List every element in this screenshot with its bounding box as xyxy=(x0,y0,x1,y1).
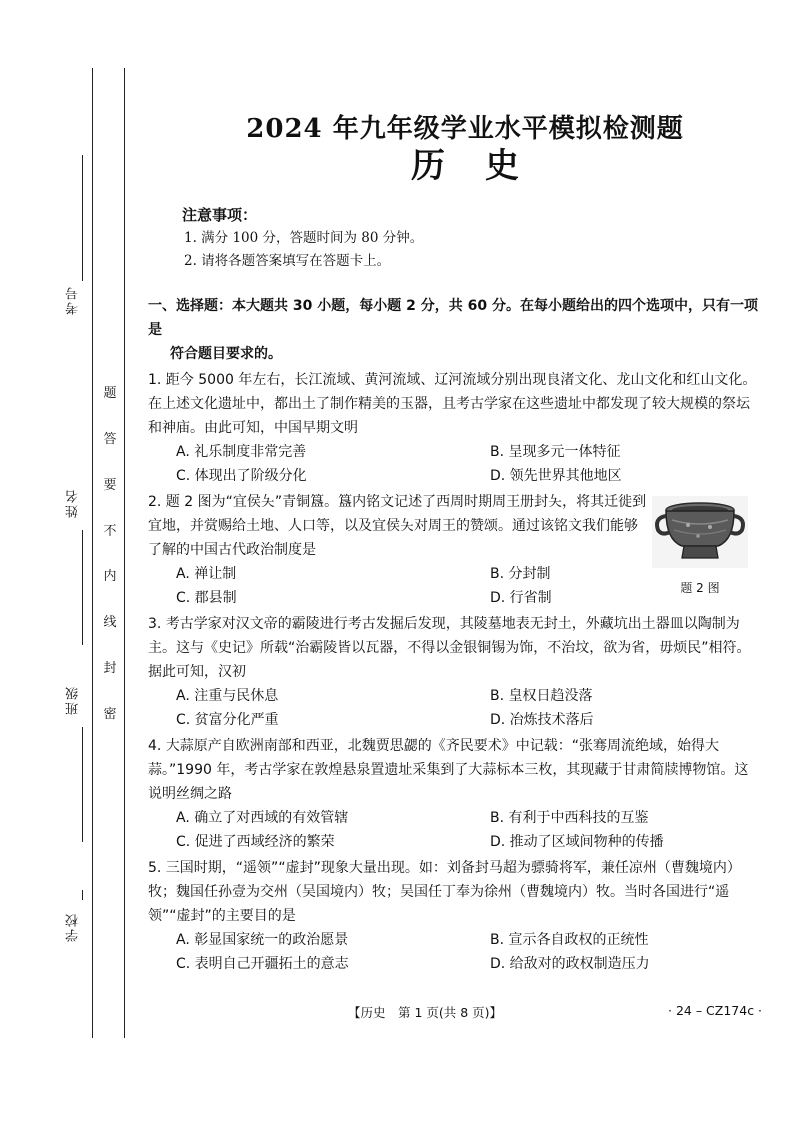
seal-char: 不 xyxy=(103,523,117,539)
option-c[interactable]: C. 促进了西域经济的繁荣 xyxy=(176,834,335,850)
section-instruction-cont: 符合题目要求的。 xyxy=(170,346,282,362)
option-d[interactable]: D. 给敌对的政权制造压力 xyxy=(490,956,650,972)
class-blank xyxy=(82,727,83,842)
subject-title: 历史 xyxy=(411,146,559,186)
school-label: 学校 xyxy=(66,912,81,942)
question-2 xyxy=(148,490,758,610)
seal-char: 密 xyxy=(103,706,117,722)
exam-number-blank xyxy=(82,155,83,281)
notice-item: 2. 请将各题答案填写在答题卡上。 xyxy=(184,253,391,269)
seal-char: 线 xyxy=(103,615,117,631)
question-stem: 2. 题 2 图为“宜侯夨”青铜簋。簋内铭文记述了西周时期周王册封夨，将其迁徙到宜地，并赏赐给土地、人口等，以及宜侯夨对周王的赞颂。通过该铭文我们能够了解的中国古代政治制度是 xyxy=(148,494,647,558)
option-a[interactable]: A. 注重与民休息 xyxy=(176,688,279,704)
question-4 xyxy=(148,734,758,854)
option-c[interactable]: C. 体现出了阶级分化 xyxy=(176,468,307,484)
name-blank xyxy=(82,530,83,645)
option-b[interactable]: B. 皇权日趋没落 xyxy=(490,688,593,704)
question-area xyxy=(148,294,758,976)
option-d[interactable]: D. 行省制 xyxy=(490,590,552,606)
question-1 xyxy=(148,368,758,488)
exam-title: 2024 年九年级学业水平模拟检测题 xyxy=(246,114,684,144)
question-stem: 3. 考古学家对汉文帝的霸陵进行考古发掘后发现，其陵墓地表无封土，外藏坑出土器皿以陶制为主。这与《史记》所载“治霸陵皆以瓦器，不得以金银铜锡为饰，不治坟，欲为省，毋烦民”相符。据此可知，汉初 xyxy=(148,616,751,680)
section-heading xyxy=(148,294,758,366)
question-5 xyxy=(148,856,758,976)
figure-caption: 题 2 图 xyxy=(680,581,720,595)
section-instruction: 一、选择题：本大题共 30 小题，每小题 2 分，共 60 分。在每小题给出的四个选项中，只有一项是 xyxy=(148,298,758,338)
seal-notice xyxy=(98,382,122,722)
seal-char: 封 xyxy=(103,661,117,677)
notice-item: 1. 满分 100 分，答题时间为 80 分钟。 xyxy=(184,230,424,246)
class-field xyxy=(58,685,94,745)
option-d[interactable]: D. 冶炼技术落后 xyxy=(490,712,594,728)
exam-number-label: 考号 xyxy=(66,285,81,315)
paper-code: · 24 – CZ174c · xyxy=(668,1003,763,1018)
option-d[interactable]: D. 领先世界其他地区 xyxy=(490,468,622,484)
option-b[interactable]: B. 宣示各自政权的正统性 xyxy=(490,932,649,948)
question-3 xyxy=(148,612,758,732)
bronze-vessel-image xyxy=(652,496,748,568)
class-label: 班级 xyxy=(66,685,81,715)
option-b[interactable]: B. 分封制 xyxy=(490,566,551,582)
seal-char: 要 xyxy=(103,477,117,493)
options xyxy=(148,928,758,976)
option-a[interactable]: A. 禅让制 xyxy=(176,566,237,582)
option-b[interactable]: B. 有利于中西科技的互鉴 xyxy=(490,810,649,826)
options xyxy=(148,684,758,732)
page-number: 【历史 第 1 页(共 8 页)】 xyxy=(348,1005,503,1020)
question-stem: 5. 三国时期，“遥领”“虚封”现象大量出现。如：刘备封马超为骠骑将军，兼任凉州（曹魏境内）牧；魏国任孙壹为交州（吴国境内）牧；吴国任丁奉为徐州（曹魏境内）牧。当时各国进行“遥领”“虚封”的主要目的是 xyxy=(148,860,741,924)
school-blank xyxy=(82,890,83,900)
seal-char: 内 xyxy=(103,569,117,585)
option-b[interactable]: B. 呈现多元一体特征 xyxy=(490,444,621,460)
seal-char: 答 xyxy=(103,431,117,447)
option-c[interactable]: C. 郡县制 xyxy=(176,590,237,606)
notice-block xyxy=(184,204,423,273)
name-field xyxy=(58,488,94,548)
binding-line-outer xyxy=(92,68,93,1038)
name-label: 姓名 xyxy=(66,488,81,518)
option-c[interactable]: C. 表明自己开疆拓土的意志 xyxy=(176,956,349,972)
option-a[interactable]: A. 礼乐制度非常完善 xyxy=(176,444,307,460)
question-stem: 4. 大蒜原产自欧洲南部和西亚，北魏贾思勰的《齐民要术》中记载：“张骞周流绝域，始得大蒜。”1990 年，考古学家在敦煌悬泉置遗址采集到了大蒜标本三枚，其现藏于甘肃简牍博物馆。这说明丝绸之路 xyxy=(148,738,749,802)
option-c[interactable]: C. 贫富分化严重 xyxy=(176,712,279,728)
option-a[interactable]: A. 确立了对西域的有效管辖 xyxy=(176,810,349,826)
bronze-gui-figure xyxy=(648,496,752,600)
seal-char: 题 xyxy=(103,386,117,401)
exam-number-field xyxy=(58,285,94,385)
school-field xyxy=(58,912,94,972)
binding-line-inner xyxy=(124,68,125,1038)
options xyxy=(148,440,758,488)
options xyxy=(148,806,758,854)
option-a[interactable]: A. 彰显国家统一的政治愿景 xyxy=(176,932,349,948)
option-d[interactable]: D. 推动了区域间物种的传播 xyxy=(490,834,664,850)
notice-heading: 注意事项： xyxy=(182,206,258,224)
question-stem: 1. 距今 5000 年左右，长江流域、黄河流域、辽河流域分别出现良渚文化、龙山文化和红山文化。在上述文化遗址中，都出土了制作精美的玉器，且考古学家在这些遗址中都发现了较大规模的祭坛和神庙。由此可知，中国早期文明 xyxy=(148,372,757,436)
